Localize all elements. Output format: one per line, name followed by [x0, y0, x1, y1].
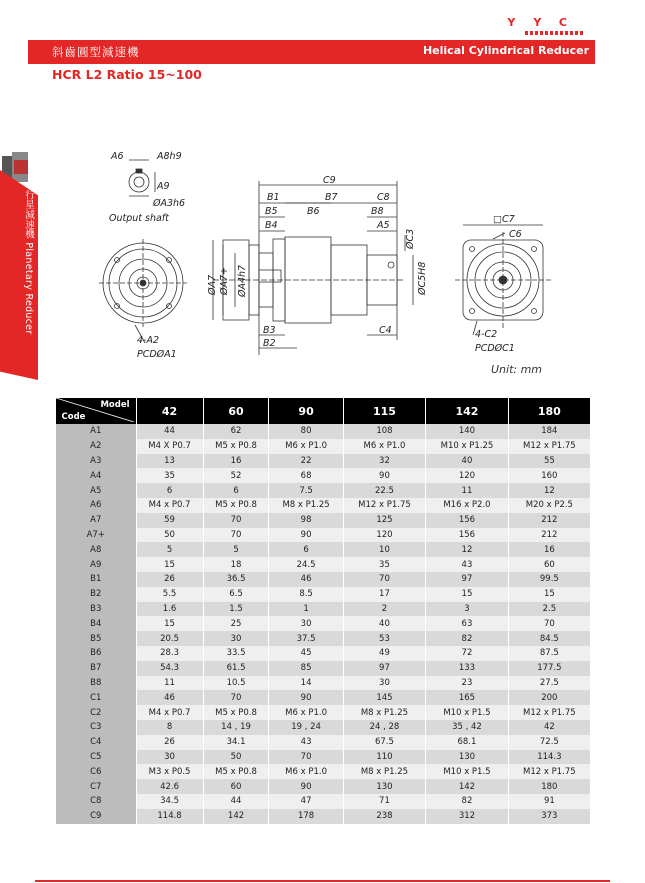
- table-cell: 30: [203, 631, 269, 646]
- table-cell: M10 x P1.5: [426, 705, 509, 720]
- table-cell: 1.5: [203, 602, 269, 617]
- model-header: 60: [203, 398, 269, 424]
- table-cell: 14: [269, 676, 343, 691]
- row-code: B3: [56, 602, 137, 617]
- table-cell: 85: [269, 661, 343, 676]
- table-cell: 30: [269, 616, 343, 631]
- table-cell: 35: [343, 557, 426, 572]
- table-row: [56, 779, 591, 794]
- table-cell: 11: [136, 676, 203, 691]
- row-code: A3: [56, 454, 137, 469]
- table-cell: 11: [426, 483, 509, 498]
- table-cell: 1.6: [136, 602, 203, 617]
- footer-line: [35, 880, 610, 882]
- table-cell: M6 x P1.0: [343, 439, 426, 454]
- table-cell: 16: [203, 454, 269, 469]
- table-row: [56, 764, 591, 779]
- label-a3: ØA3h6: [153, 198, 186, 209]
- table-cell: 68.1: [426, 735, 509, 750]
- table-row: [56, 631, 591, 646]
- table-cell: 7.5: [269, 483, 343, 498]
- table-cell: 110: [343, 750, 426, 765]
- label-b7: B7: [325, 192, 338, 203]
- table-cell: 50: [203, 750, 269, 765]
- table-cell: M20 x P2.5: [508, 498, 590, 513]
- table-cell: 37.5: [269, 631, 343, 646]
- label-b2: B2: [263, 338, 276, 349]
- table-cell: 47: [269, 794, 343, 809]
- table-cell: 142: [203, 809, 269, 824]
- table-cell: 90: [343, 468, 426, 483]
- table-cell: 44: [203, 794, 269, 809]
- row-code: C2: [56, 705, 137, 720]
- table-cell: 6: [203, 483, 269, 498]
- table-cell: 114.3: [508, 750, 590, 765]
- table-cell: 30: [136, 750, 203, 765]
- label-c9: C9: [323, 175, 336, 186]
- table-cell: 5: [203, 542, 269, 557]
- table-cell: 10: [343, 542, 426, 557]
- table-row: [56, 794, 591, 809]
- table-cell: 44: [136, 424, 203, 439]
- table-row: [56, 705, 591, 720]
- table-cell: 6: [269, 542, 343, 557]
- table-cell: 20.5: [136, 631, 203, 646]
- table-cell: 91: [508, 794, 590, 809]
- label-a7-plus: ØA7+: [219, 267, 230, 295]
- table-cell: 32: [343, 454, 426, 469]
- table-cell: 178: [269, 809, 343, 824]
- brand-logo-bar: [525, 31, 585, 35]
- table-cell: 130: [426, 750, 509, 765]
- table-cell: 54.3: [136, 661, 203, 676]
- table-cell: 30: [343, 676, 426, 691]
- model-header: 42: [136, 398, 203, 424]
- table-cell: 184: [508, 424, 590, 439]
- table-cell: 63: [426, 616, 509, 631]
- table-cell: 84.5: [508, 631, 590, 646]
- label-b4: B4: [265, 220, 278, 231]
- row-code: A7: [56, 513, 137, 528]
- table-row: [56, 661, 591, 676]
- table-cell: 33.5: [203, 646, 269, 661]
- table-cell: 145: [343, 690, 426, 705]
- table-cell: M12 x P1.75: [508, 705, 590, 720]
- table-cell: 15: [426, 587, 509, 602]
- label-b3: B3: [263, 325, 276, 336]
- label-a5: A5: [377, 220, 390, 231]
- row-code: C4: [56, 735, 137, 750]
- table-cell: 373: [508, 809, 590, 824]
- spec-table: [55, 398, 590, 824]
- table-cell: 177.5: [508, 661, 590, 676]
- table-cell: 46: [136, 690, 203, 705]
- row-code: A5: [56, 483, 137, 498]
- row-code: A7+: [56, 528, 137, 543]
- row-code: B4: [56, 616, 137, 631]
- table-cell: 212: [508, 513, 590, 528]
- table-cell: 70: [508, 616, 590, 631]
- row-code: C1: [56, 690, 137, 705]
- table-row: [56, 646, 591, 661]
- table-cell: 156: [426, 513, 509, 528]
- table-cell: 82: [426, 631, 509, 646]
- table-cell: 52: [203, 468, 269, 483]
- table-cell: 98: [269, 513, 343, 528]
- table-cell: 35 , 42: [426, 720, 509, 735]
- table-cell: 13: [136, 454, 203, 469]
- table-cell: 15: [136, 557, 203, 572]
- table-cell: 99.5: [508, 572, 590, 587]
- table-cell: 60: [203, 779, 269, 794]
- table-cell: 45: [269, 646, 343, 661]
- table-row: [56, 602, 591, 617]
- table-cell: 1: [269, 602, 343, 617]
- model-header: 90: [269, 398, 343, 424]
- table-cell: 26: [136, 572, 203, 587]
- row-code: C6: [56, 764, 137, 779]
- table-cell: 6.5: [203, 587, 269, 602]
- row-code: B7: [56, 661, 137, 676]
- table-cell: M8 x P1.25: [269, 498, 343, 513]
- table-cell: 70: [269, 750, 343, 765]
- table-cell: 70: [203, 528, 269, 543]
- table-cell: 120: [426, 468, 509, 483]
- table-cell: 43: [426, 557, 509, 572]
- row-code: A1: [56, 424, 137, 439]
- table-cell: 90: [269, 528, 343, 543]
- corner-code-label: Code: [61, 412, 86, 422]
- table-cell: 130: [343, 779, 426, 794]
- table-cell: 70: [343, 572, 426, 587]
- row-code: A9: [56, 557, 137, 572]
- table-row: [56, 557, 591, 572]
- table-cell: 90: [269, 690, 343, 705]
- table-cell: 120: [343, 528, 426, 543]
- table-cell: M6 x P1.0: [269, 705, 343, 720]
- table-cell: 42.6: [136, 779, 203, 794]
- row-code: C8: [56, 794, 137, 809]
- table-cell: 22: [269, 454, 343, 469]
- row-code: A4: [56, 468, 137, 483]
- table-cell: 23: [426, 676, 509, 691]
- row-code: C3: [56, 720, 137, 735]
- label-b1: B1: [267, 192, 280, 203]
- table-row: [56, 616, 591, 631]
- label-a6: A6: [111, 151, 124, 162]
- table-cell: 15: [136, 616, 203, 631]
- table-cell: 17: [343, 587, 426, 602]
- table-cell: 36.5: [203, 572, 269, 587]
- table-cell: 97: [426, 572, 509, 587]
- table-cell: M12 x P1.75: [508, 764, 590, 779]
- label-a9: A9: [157, 181, 170, 192]
- row-code: B2: [56, 587, 137, 602]
- table-cell: 18: [203, 557, 269, 572]
- table-cell: 53: [343, 631, 426, 646]
- header-title-zh: 斜齒圓型減速機: [52, 45, 140, 59]
- table-cell: 10.5: [203, 676, 269, 691]
- table-cell: 59: [136, 513, 203, 528]
- table-cell: M10 x P1.25: [426, 439, 509, 454]
- table-row: [56, 528, 591, 543]
- table-row: [56, 572, 591, 587]
- table-cell: 27.5: [508, 676, 590, 691]
- header-title-en: Helical Cylindrical Reducer: [422, 44, 589, 57]
- label-c5: ØC5H8: [417, 261, 428, 295]
- label-a7: ØA7: [207, 274, 218, 295]
- table-cell: M12 x P1.75: [508, 439, 590, 454]
- label-a1: PCDØA1: [137, 349, 177, 360]
- label-c2: 4-C2: [475, 329, 498, 340]
- label-c7: □C7: [493, 214, 515, 225]
- table-cell: 42: [508, 720, 590, 735]
- row-code: C7: [56, 779, 137, 794]
- table-cell: 46: [269, 572, 343, 587]
- table-cell: 87.5: [508, 646, 590, 661]
- table-row: [56, 454, 591, 469]
- row-code: B5: [56, 631, 137, 646]
- table-cell: 68: [269, 468, 343, 483]
- table-cell: 43: [269, 735, 343, 750]
- table-cell: 82: [426, 794, 509, 809]
- table-cell: 34.1: [203, 735, 269, 750]
- table-row: [56, 750, 591, 765]
- table-cell: 70: [203, 690, 269, 705]
- table-cell: 8: [136, 720, 203, 735]
- spec-table-body: [56, 424, 591, 824]
- table-cell: 40: [343, 616, 426, 631]
- table-cell: 50: [136, 528, 203, 543]
- table-cell: 24.5: [269, 557, 343, 572]
- table-row: [56, 587, 591, 602]
- table-cell: M3 x P0.5: [136, 764, 203, 779]
- label-a2: 4-A2: [137, 335, 160, 346]
- table-cell: 35: [136, 468, 203, 483]
- table-cell: 142: [426, 779, 509, 794]
- table-cell: 5.5: [136, 587, 203, 602]
- table-cell: M4 x P0.7: [136, 705, 203, 720]
- corner-model-label: Model: [100, 400, 130, 410]
- table-cell: 61.5: [203, 661, 269, 676]
- row-code: B1: [56, 572, 137, 587]
- table-row: [56, 439, 591, 454]
- row-code: A6: [56, 498, 137, 513]
- table-cell: 156: [426, 528, 509, 543]
- label-output-shaft: Output shaft: [109, 213, 169, 224]
- table-cell: 125: [343, 513, 426, 528]
- model-header: 115: [343, 398, 426, 424]
- table-cell: 71: [343, 794, 426, 809]
- table-cell: M10 x P1.5: [426, 764, 509, 779]
- label-c1: PCDØC1: [475, 343, 515, 354]
- table-row: [56, 690, 591, 705]
- table-cell: 26: [136, 735, 203, 750]
- table-cell: 5: [136, 542, 203, 557]
- row-code: C9: [56, 809, 137, 824]
- label-a4: ØA4h7: [237, 264, 248, 297]
- table-cell: M4 x P0.7: [136, 498, 203, 513]
- technical-drawing: [95, 145, 565, 385]
- table-cell: M16 x P2.0: [426, 498, 509, 513]
- table-cell: 2: [343, 602, 426, 617]
- table-cell: 25: [203, 616, 269, 631]
- table-cell: 90: [269, 779, 343, 794]
- table-cell: 80: [269, 424, 343, 439]
- row-code: B8: [56, 676, 137, 691]
- label-b5: B5: [265, 206, 278, 217]
- table-cell: 114.8: [136, 809, 203, 824]
- table-row: [56, 498, 591, 513]
- table-cell: M6 x P1.0: [269, 764, 343, 779]
- table-corner: [56, 398, 137, 424]
- table-row: [56, 513, 591, 528]
- table-cell: 12: [508, 483, 590, 498]
- table-cell: 200: [508, 690, 590, 705]
- model-header: 142: [426, 398, 509, 424]
- label-c4: C4: [379, 325, 392, 336]
- table-cell: 49: [343, 646, 426, 661]
- table-cell: 67.5: [343, 735, 426, 750]
- row-code: A8: [56, 542, 137, 557]
- table-cell: 28.3: [136, 646, 203, 661]
- table-row: [56, 468, 591, 483]
- label-c8: C8: [377, 192, 390, 203]
- table-cell: 212: [508, 528, 590, 543]
- table-row: [56, 424, 591, 439]
- label-c6: C6: [509, 229, 522, 240]
- table-cell: M5 x P0.8: [203, 705, 269, 720]
- table-cell: 97: [343, 661, 426, 676]
- table-cell: 55: [508, 454, 590, 469]
- table-cell: 40: [426, 454, 509, 469]
- brand-logo: YYC: [507, 16, 585, 29]
- table-cell: 133: [426, 661, 509, 676]
- label-b6: B6: [307, 206, 320, 217]
- table-cell: 180: [508, 779, 590, 794]
- table-cell: 34.5: [136, 794, 203, 809]
- table-row: [56, 483, 591, 498]
- table-row: [56, 676, 591, 691]
- table-cell: M8 x P1.25: [343, 764, 426, 779]
- table-cell: 312: [426, 809, 509, 824]
- table-cell: M5 x P0.8: [203, 764, 269, 779]
- table-cell: 72: [426, 646, 509, 661]
- table-cell: 165: [426, 690, 509, 705]
- table-cell: 62: [203, 424, 269, 439]
- table-cell: 72.5: [508, 735, 590, 750]
- table-cell: 70: [203, 513, 269, 528]
- row-code: A2: [56, 439, 137, 454]
- side-tab-label: 行星減速機 Planetary Reducer: [23, 190, 34, 335]
- table-cell: 14 , 19: [203, 720, 269, 735]
- table-cell: 140: [426, 424, 509, 439]
- row-code: C5: [56, 750, 137, 765]
- table-cell: 160: [508, 468, 590, 483]
- table-cell: M4 X P0.7: [136, 439, 203, 454]
- table-cell: M5 x P0.8: [203, 439, 269, 454]
- table-cell: 16: [508, 542, 590, 557]
- table-cell: 2.5: [508, 602, 590, 617]
- unit-label: Unit: mm: [491, 363, 543, 376]
- table-cell: 108: [343, 424, 426, 439]
- row-code: B6: [56, 646, 137, 661]
- table-cell: M6 x P1.0: [269, 439, 343, 454]
- table-row: [56, 809, 591, 824]
- table-cell: 24 , 28: [343, 720, 426, 735]
- table-cell: M12 x P1.75: [343, 498, 426, 513]
- label-a8: A8h9: [157, 151, 182, 162]
- table-cell: 12: [426, 542, 509, 557]
- table-cell: M8 x P1.25: [343, 705, 426, 720]
- table-cell: 60: [508, 557, 590, 572]
- table-cell: 3: [426, 602, 509, 617]
- table-cell: M5 x P0.8: [203, 498, 269, 513]
- label-b8: B8: [371, 206, 384, 217]
- table-cell: 8.5: [269, 587, 343, 602]
- table-row: [56, 735, 591, 750]
- table-row: [56, 720, 591, 735]
- table-cell: 238: [343, 809, 426, 824]
- table-cell: 22.5: [343, 483, 426, 498]
- model-title: HCR L2 Ratio 15~100: [52, 67, 202, 82]
- table-cell: 15: [508, 587, 590, 602]
- label-c3: ØC3: [405, 228, 416, 249]
- model-header: 180: [508, 398, 590, 424]
- table-cell: 6: [136, 483, 203, 498]
- table-row: [56, 542, 591, 557]
- table-cell: 19 , 24: [269, 720, 343, 735]
